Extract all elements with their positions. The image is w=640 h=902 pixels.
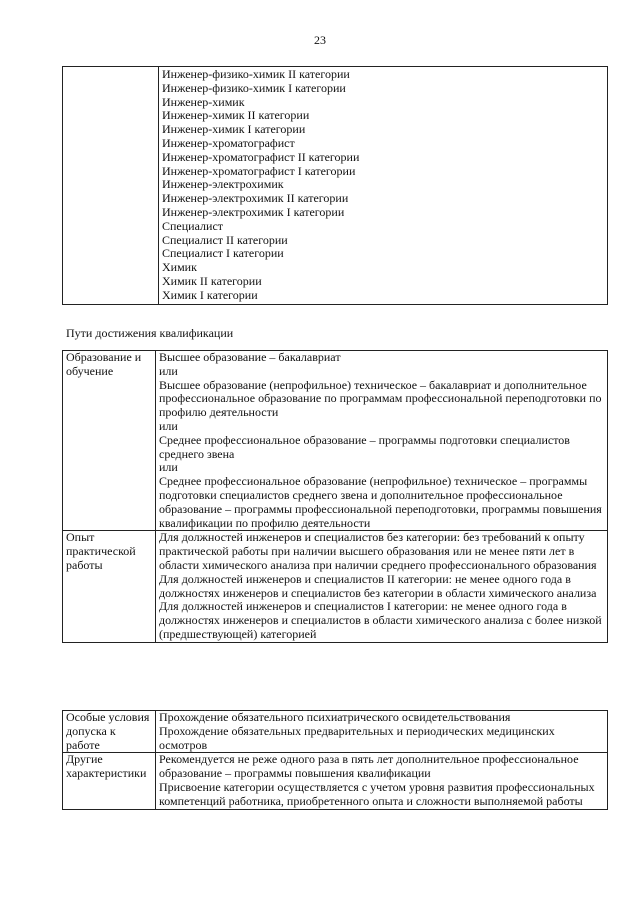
position-item: Инженер-химик I категории (162, 122, 306, 137)
other-content (156, 753, 608, 809)
admission-line: Прохождение обязательных предварительных и периодических медицинских осмотров (159, 723, 555, 752)
experience-line: Для должностей инженеров и специалистов II категории: не менее одного года в должностях инженеров и специалистов без категории в области химического анализа (159, 571, 597, 600)
position-item: Инженер-физико-химик II категории (162, 67, 350, 81)
positions-table (62, 66, 608, 305)
position-item: Инженер-хроматографист I категории (162, 163, 356, 178)
education-line: Высшее образование – бакалавриат (159, 350, 341, 364)
other-line: Рекомендуется не реже одного раза в пять лет дополнительное профессиональное образование – программы повышения квалификации (159, 752, 579, 781)
admission-line: Прохождение обязательного психиатрического освидетельствования (159, 710, 511, 724)
education-line: Среднее профессиональное образование – программы подготовки специалистов среднего звена (159, 432, 570, 461)
position-item: Инженер-электрохимик I категории (162, 204, 345, 219)
education-line: или (159, 363, 178, 378)
conditions-table (62, 710, 608, 810)
position-item: Инженер-химик (162, 94, 245, 109)
education-content (156, 351, 608, 531)
experience-row (63, 531, 608, 642)
section-title: Пути достижения квалификации (66, 326, 234, 340)
education-line: или (159, 460, 178, 475)
position-item: Специалист I категории (162, 246, 284, 261)
education-line: Высшее образование (непрофильное) техническое – бакалавриат и дополнительное профессиональное образование по программам профессиональной переподготовки по профилю деятельности (159, 377, 602, 420)
other-line: Присвоение категории осуществляется с учетом уровня развития профессиональных компетенций работника, приобретенного опыта и сложности выполняемой работы (159, 779, 595, 808)
admission-label: Особые условия допуска к работе (63, 711, 156, 753)
position-item: Специалист (162, 218, 224, 233)
experience-label: Опыт практической работы (63, 531, 156, 642)
position-item: Инженер-физико-химик I категории (162, 80, 346, 95)
position-item: Инженер-электрохимик II категории (162, 191, 349, 206)
education-line: Среднее профессиональное образование (непрофильное) техническое – программы подготовки специалистов среднего звена и дополнительное профессиональное образование – программы профессиональной переподготовки, программы повышения квалификации по профилю деятельности (159, 474, 602, 530)
position-item: Инженер-химик II категории (162, 108, 310, 123)
education-label: Образование и обучение (63, 351, 156, 531)
position-item: Химик I категории (162, 287, 258, 302)
other-row (63, 753, 608, 809)
position-item: Инженер-хроматографист (162, 135, 295, 150)
experience-line: Для должностей инженеров и специалистов I категории: не менее одного года в должностях инженеров и специалистов в области химического анализа с более низкой (предшествующей) категорией (159, 599, 602, 641)
education-line: или (159, 418, 178, 433)
position-item: Химик II категории (162, 273, 262, 288)
positions-table-empty-cell (63, 67, 159, 305)
admission-row (63, 711, 608, 753)
positions-list (159, 67, 608, 305)
position-item: Химик (162, 260, 197, 275)
position-item: Специалист II категории (162, 232, 288, 247)
page-number: 23 (314, 33, 326, 47)
experience-content (156, 531, 608, 642)
position-item: Инженер-хроматографист II категории (162, 149, 360, 164)
qualification-table (62, 350, 608, 643)
position-item: Инженер-электрохимик (162, 177, 284, 192)
experience-line: Для должностей инженеров и специалистов без категории: без требований к опыту практической работы при наличии высшего образования или не менее пяти лет в области химического анализа при наличии среднего профессионального образования (159, 530, 597, 572)
other-label: Другие характеристики (63, 753, 156, 809)
education-row (63, 351, 608, 531)
admission-content (156, 711, 608, 753)
